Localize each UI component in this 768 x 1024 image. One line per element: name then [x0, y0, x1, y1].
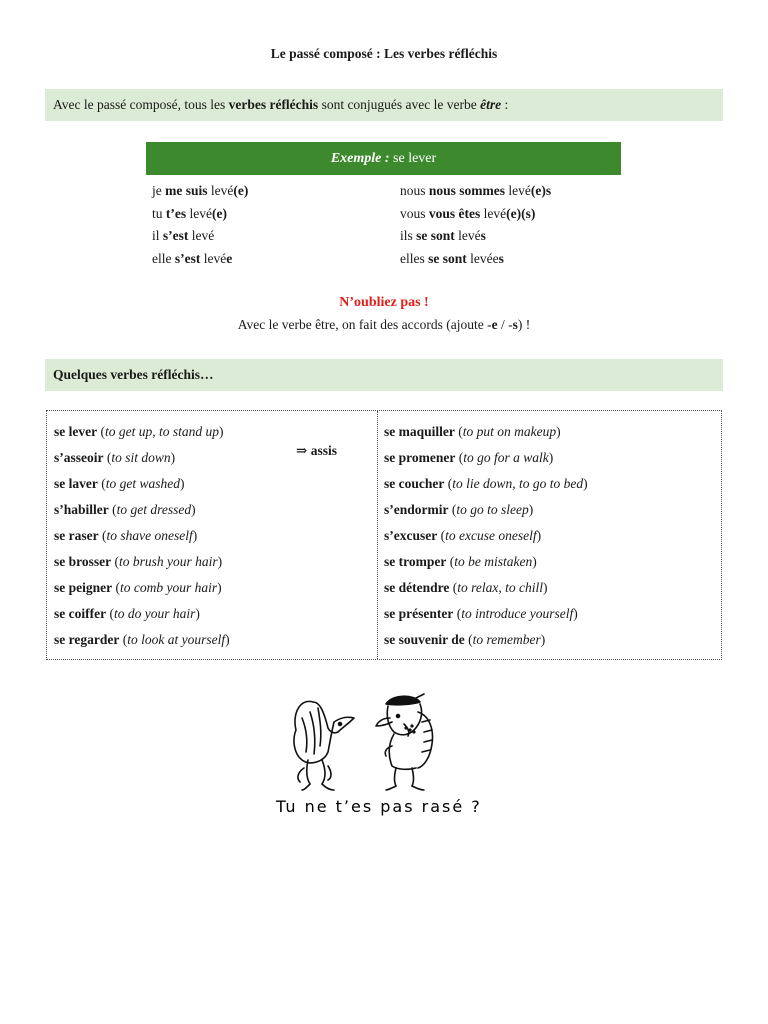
verbs-left-column [54, 419, 230, 653]
reminder-sep: / - [497, 317, 513, 332]
verb-infinitive: s’asseoir [54, 450, 104, 465]
page-title: Le passé composé : Les verbes réfléchis [270, 46, 498, 61]
conj-row [152, 203, 248, 226]
verb-infinitive: s’endormir [384, 502, 449, 517]
verb-translation: to go to sleep [456, 502, 529, 517]
cartoon-illustration [268, 688, 508, 818]
agreement: s [498, 250, 504, 266]
participle: levé [188, 228, 215, 243]
verb-infinitive: se lever [54, 424, 98, 439]
auxiliary: me suis [165, 183, 208, 198]
verb-infinitive: se regarder [54, 632, 120, 647]
conj-row [400, 203, 551, 226]
verb-translation: to put on makeup [462, 424, 557, 439]
pronoun: tu [152, 205, 166, 221]
ending-e: e [491, 317, 498, 332]
reminder-text-1: Avec le verbe être, on fait des accords (ajoute - [237, 317, 492, 332]
verb-row: se peigner (to comb your hair) [54, 580, 222, 595]
verb-translation: to brush your hair [119, 554, 218, 569]
agreement: (e)(s) [506, 205, 536, 221]
verb-infinitive: se présenter [384, 606, 454, 621]
verb-row: se présenter (to introduce yourself) [384, 606, 578, 621]
verb-infinitive: se coiffer [54, 606, 107, 621]
participle: levé [186, 205, 213, 221]
verb-translation: to remember [472, 632, 541, 647]
verb-row: se souvenir de (to remember) [384, 632, 546, 647]
auxiliary: s’est [162, 228, 189, 243]
verb-row: se lever (to get up, to stand up) [54, 424, 224, 439]
participle: levé [505, 183, 531, 198]
verb-infinitive: s’excuser [384, 528, 438, 543]
verb-row: se détendre (to relax, to chill) [384, 580, 548, 595]
verb-translation: to be mistaken [454, 554, 533, 569]
verb-row: s’endormir (to go to sleep) [384, 502, 534, 517]
verb-infinitive: se laver [54, 476, 98, 491]
example-verb: se lever [389, 151, 437, 166]
verb-translation: to lie down, to go to bed [452, 476, 584, 491]
participle: levé [200, 250, 227, 266]
verb-infinitive: se brosser [54, 554, 112, 569]
verbs-heading: Quelques verbes réfléchis… [45, 359, 723, 391]
verb-infinitive: s’habiller [54, 502, 109, 517]
reminder-text [0, 317, 768, 333]
agreement: e [226, 250, 233, 266]
conj-row [152, 225, 248, 248]
verb-infinitive: se promener [384, 450, 456, 465]
verb-translation: to get up, to stand up [104, 424, 219, 439]
agreement: (e) [233, 183, 249, 198]
verb-row: se coiffer (to do your hair) [54, 606, 200, 621]
verb-translation: to excuse oneself [445, 528, 537, 543]
verb-translation: to sit down [111, 450, 171, 465]
auxiliary: t’es [165, 205, 187, 221]
arrow-icon: ⇒ [296, 443, 308, 458]
verb-translation: to do your hair [113, 606, 196, 621]
verb-row: se tromper (to be mistaken) [384, 554, 537, 569]
intro-text-2: sont conjugués avec le verbe [318, 97, 481, 112]
verb-translation: to get washed [105, 476, 180, 491]
verb-row: s’asseoir (to sit down) [54, 450, 176, 465]
conj-row [400, 248, 551, 271]
pronoun: elles [400, 250, 429, 266]
conjugation-right [400, 180, 551, 270]
verb-infinitive: se maquiller [384, 424, 455, 439]
verb-translation: to introduce yourself [461, 606, 574, 621]
verbs-table [46, 410, 722, 660]
intro-text-3: : [501, 97, 509, 112]
pronoun: ils [400, 228, 417, 243]
example-label: Exemple : [330, 151, 390, 166]
verb-translation: to shave oneself [106, 528, 193, 543]
pronoun: je [152, 183, 166, 198]
verb-row: se promener (to go for a walk) [384, 450, 554, 465]
pronoun: vous [400, 205, 429, 221]
reminder-title: N’oubliez pas ! [339, 295, 429, 310]
pronoun: elle [152, 250, 175, 266]
verb-row: s’habiller (to get dressed) [54, 502, 196, 517]
verb-row: se regarder (to look at yourself) [54, 632, 230, 647]
agreement: (e) [212, 205, 227, 221]
auxiliary: se sont [428, 250, 467, 266]
column-divider [377, 411, 378, 659]
pronoun: nous [400, 183, 429, 198]
ending-s: s [512, 317, 518, 332]
verbs-right-column [384, 419, 588, 653]
verb-translation: to look at yourself [127, 632, 226, 647]
conj-row [152, 180, 248, 203]
verb-row: se brosser (to brush your hair) [54, 554, 223, 569]
verb-row: s’excuser (to excuse oneself) [384, 528, 542, 543]
intro-verb: être [480, 97, 502, 112]
reminder-text-2: ) ! [517, 317, 531, 332]
intro-banner [45, 89, 723, 121]
assis-note [296, 443, 337, 459]
participle: levé [454, 228, 481, 243]
verb-row: se maquiller (to put on makeup) [384, 424, 561, 439]
pronoun: il [152, 228, 163, 243]
example-header [146, 142, 621, 175]
intro-bold: verbes réfléchis [228, 97, 319, 112]
conjugation-left [152, 180, 248, 270]
auxiliary: vous êtes [428, 205, 481, 221]
participle: levée [466, 250, 499, 266]
agreement: s [480, 228, 486, 243]
verb-translation: to comb your hair [120, 580, 218, 595]
assis-word: assis [310, 443, 337, 458]
agreement: (e)s [530, 183, 552, 198]
verb-infinitive: se coucher [384, 476, 445, 491]
verb-translation: to go for a walk [463, 450, 549, 465]
verb-translation: to relax, to chill [457, 580, 543, 595]
verb-infinitive: se raser [54, 528, 99, 543]
auxiliary: nous sommes [428, 183, 506, 198]
verb-infinitive: se peigner [54, 580, 113, 595]
verb-row: se coucher (to lie down, to go to bed) [384, 476, 588, 491]
conj-row [400, 180, 551, 203]
verb-infinitive: se détendre [384, 580, 450, 595]
verb-row: se laver (to get washed) [54, 476, 185, 491]
conj-row [152, 248, 248, 271]
auxiliary: s’est [174, 250, 201, 266]
verb-row: se raser (to shave oneself) [54, 528, 198, 543]
auxiliary: se sont [416, 228, 455, 243]
conj-row [400, 225, 551, 248]
participle: levé [480, 205, 507, 221]
participle: levé [207, 183, 234, 198]
verb-translation: to get dressed [116, 502, 192, 517]
verb-infinitive: se souvenir de [384, 632, 465, 647]
verb-infinitive: se tromper [384, 554, 447, 569]
cartoon-caption: Tu ne t’es pas rasé ? [276, 797, 482, 816]
intro-text-1: Avec le passé composé, tous les [53, 97, 229, 112]
